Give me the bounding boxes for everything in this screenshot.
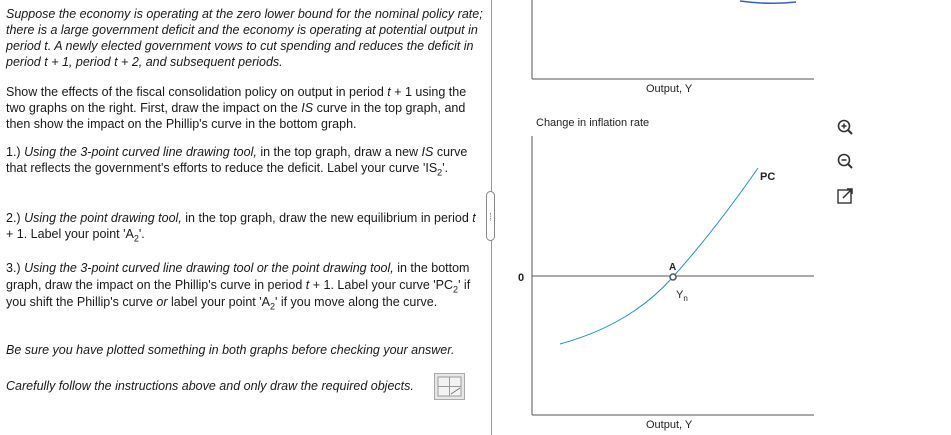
bottom-graph[interactable] <box>518 117 814 431</box>
note-follow-instructions: Carefully follow the instructions above and only draw the required objects. <box>6 379 414 393</box>
intro-text: Suppose the economy is operating at the zero lower bound for the nominal policy rate; there is a large government deficit and the economy is operating at potential output in period t. A newly elected government vows to cut spending and reduces the deficit in period t + 1, period t + 2, and subsequent periods. <box>6 7 483 69</box>
resize-handle[interactable]: ····· <box>486 191 495 241</box>
step1-text: 1.) Using the 3-point curved line drawing tool, in the top graph, draw a new IS curve that reflects the government's efforts to reduce the deficit. Label your curve '$IS_2$'. <box>6 145 468 178</box>
bottom-x-axis-label: Output, Y <box>646 419 693 431</box>
top-is-curve <box>740 1 796 3</box>
bottom-y-axis-label: Change in inflation rate <box>536 117 650 129</box>
grid-icon <box>435 374 464 399</box>
top-graph[interactable] <box>532 0 814 95</box>
graphs-area[interactable] <box>500 0 830 435</box>
note-plot-both: Be sure you have plotted something in both graphs before checking your answer. <box>6 343 455 357</box>
top-x-axis-label: Output, Y <box>646 83 693 95</box>
step3-text: 3.) Using the 3-point curved line drawing tool or the point drawing tool, in the bottom graph, draw the impact on the Phillip's curve in period t + 1. Label your curve '$PC_2$' if you shift the Phillip's curve or label your point '$A_2$' if you move along the curve. <box>6 261 471 312</box>
point-a-label: A <box>669 262 677 273</box>
point-a[interactable] <box>670 274 676 280</box>
yn-label: $Y_n$ <box>676 289 688 303</box>
graph-toolbar <box>835 118 855 220</box>
phillips-curve[interactable] <box>560 168 758 344</box>
step2-text: 2.) Using the point drawing tool, in the top graph, draw the new equilibrium in period t + 1. Label your point '$A_2$'. <box>6 211 476 244</box>
check-answer-button[interactable] <box>434 373 465 400</box>
pc-label: PC <box>760 171 776 183</box>
show-effects-text: Show the effects of the fiscal consolidation policy on output in period t + 1 using the two graphs on the right. First, draw the impact on the IS curve in the top graph, and then show the impact on the Phillip's curve in the bottom graph. <box>6 85 467 131</box>
zero-label: 0 <box>518 272 525 284</box>
zoom-out-icon[interactable] <box>835 152 855 172</box>
zoom-in-icon[interactable] <box>835 118 855 138</box>
expand-icon[interactable] <box>835 186 855 206</box>
